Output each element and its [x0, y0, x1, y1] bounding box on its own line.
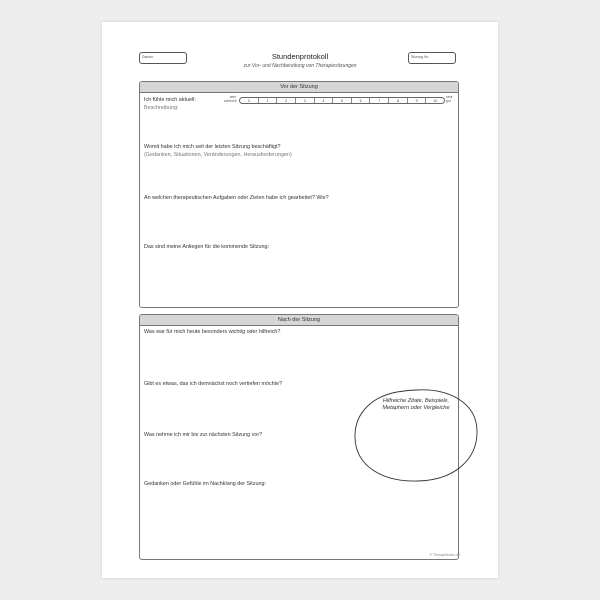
copyright-footer: © Therapiekram.de: [429, 553, 460, 557]
scale-option[interactable]: 2: [277, 98, 296, 103]
question-important-today: Was war für mich heute besonders wichtig oder hilfreich?: [144, 329, 281, 335]
date-label: Datum:: [142, 54, 154, 59]
after-session-heading: Nach der Sitzung: [140, 315, 458, 326]
scale-right-label: sehr gut: [446, 95, 453, 103]
before-session-section: [139, 81, 459, 308]
scale-option[interactable]: 1: [259, 98, 278, 103]
scale-left-label: sehr schlecht: [224, 95, 237, 103]
page-title: Stundenprotokoll: [271, 52, 329, 61]
scale-option[interactable]: 5: [333, 98, 352, 103]
scale-option[interactable]: 8: [389, 98, 408, 103]
date-field[interactable]: [139, 52, 187, 64]
scale-option[interactable]: 10: [433, 99, 438, 103]
page-subtitle: zur Vor- und Nachbereitung von Therapiesitzungen: [243, 63, 357, 69]
feeling-label: Ich fühle mich aktuell:: [144, 97, 196, 103]
session-number-field[interactable]: [408, 52, 456, 64]
question-since-last-session: Womit habe ich mich seit der letzten Sitzung beschäftigt?: [144, 144, 281, 150]
callout-text: [360, 398, 472, 412]
description-label: Beschreibung:: [144, 105, 179, 111]
question-concerns-next-session: Das sind meine Anliegen für die kommende Sitzung:: [144, 244, 269, 250]
callout-line-2: Metaphern oder Vergleiche: [382, 405, 450, 411]
scale-option[interactable]: 6: [352, 98, 371, 103]
scale-option[interactable]: 4: [315, 98, 334, 103]
scale-option[interactable]: 3: [296, 98, 315, 103]
question-therapeutic-tasks: An welchen therapeutischen Aufgaben oder Zielen habe ich gearbeitet? Wie?: [144, 195, 329, 201]
callout-line-1: Hilfreiche Zitate, Beispiele,: [382, 398, 450, 404]
scale-option[interactable]: 0: [240, 98, 259, 103]
before-session-heading: Vor der Sitzung: [140, 82, 458, 93]
question-deepen-later: Gibt es etwas, das ich demnächst noch vertiefen möchte?: [144, 381, 283, 387]
question-since-last-session-hint: (Gedanken, Situationen, Veränderungen, Herausforderungen): [144, 152, 292, 158]
session-number-label: Sitzung Nr.:: [411, 54, 430, 59]
scale-option[interactable]: 7: [370, 98, 389, 103]
mood-scale[interactable]: [239, 97, 445, 104]
question-plan-until-next: Was nehme ich mir bis zur nächsten Sitzung vor?: [144, 432, 263, 438]
scale-option[interactable]: 9: [408, 98, 427, 103]
question-thoughts-afterwards: Gedanken oder Gefühle im Nachklang der Sitzung:: [144, 481, 266, 487]
worksheet-page: [102, 22, 498, 578]
